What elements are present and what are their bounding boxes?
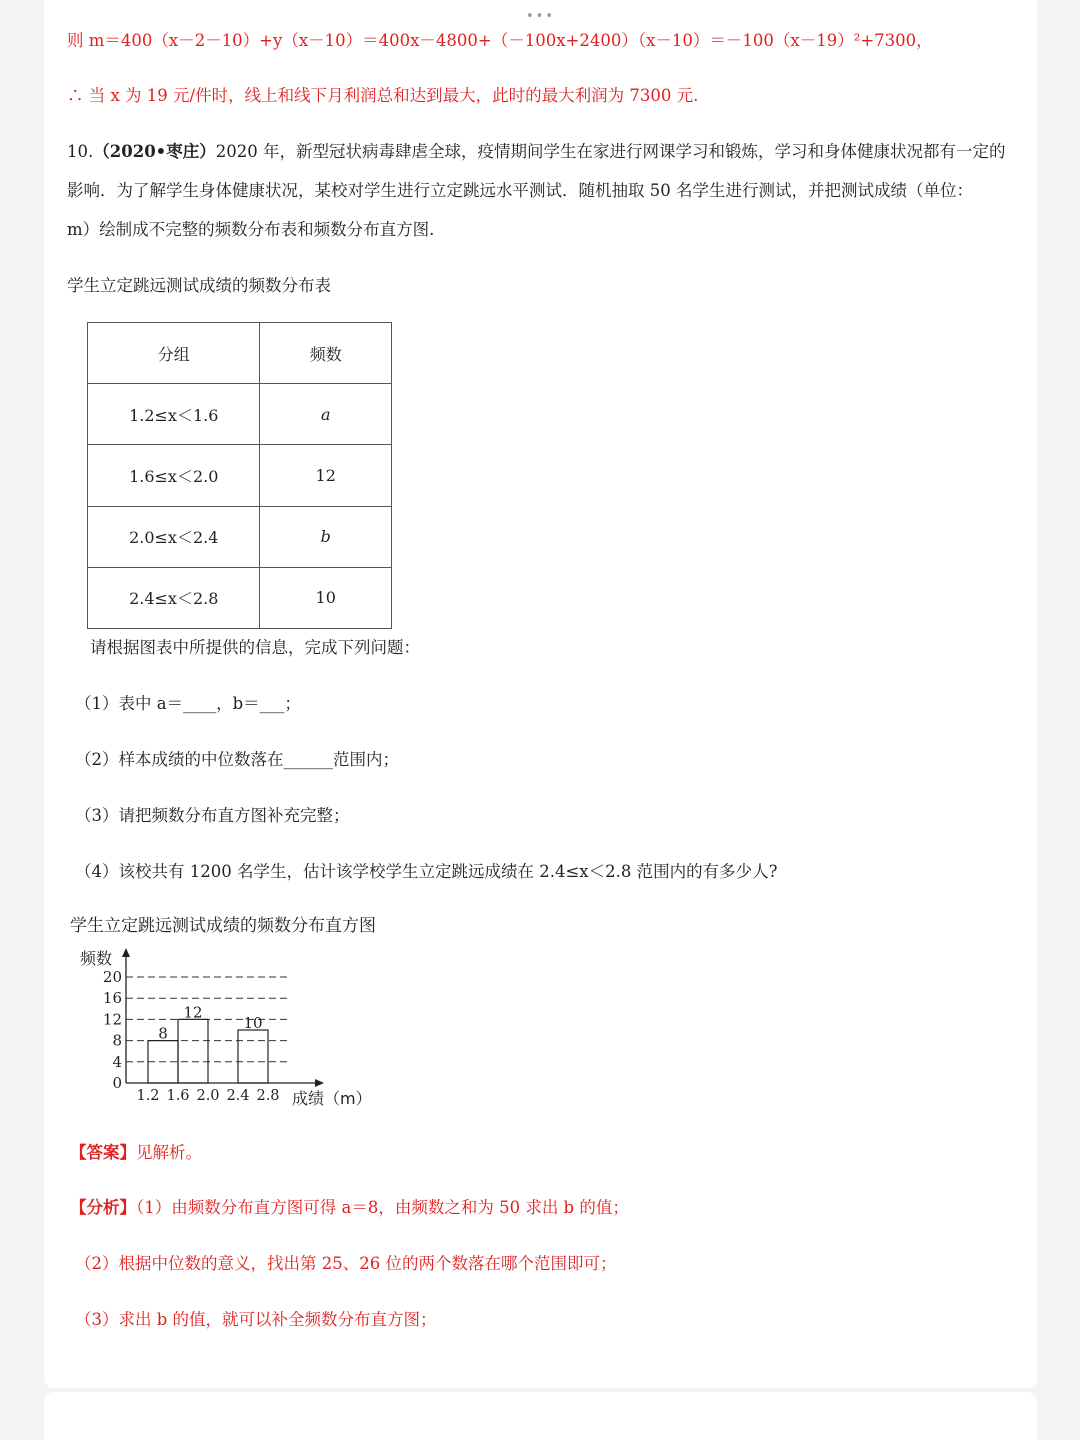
analysis-line-1 — [70, 1200, 629, 1217]
questions-intro: 请根据图表中所提供的信息，完成下列问题： — [90, 638, 420, 657]
group-cell: 1.2≤x＜1.6 — [88, 384, 260, 445]
histogram-title: 学生立定跳远测试成绩的频数分布直方图 — [70, 916, 376, 936]
problem-source: （2020•枣庄） — [93, 142, 216, 161]
x-tick-label: 1.6 — [166, 1088, 190, 1104]
problem-number: 10. — [67, 142, 94, 161]
histogram-bar — [238, 1030, 268, 1083]
freq-cell: 10 — [260, 567, 392, 628]
question-4: （4）该校共有 1200 名学生，估计该学校学生立定跳远成绩在 2.4≤x＜2.8 范围内的有多少人? — [75, 862, 778, 881]
analysis-label: 【分析】 — [70, 1198, 136, 1217]
freq-cell: a — [260, 384, 392, 445]
solution-line-1: 则 m＝400（x－2－10）+y（x－10）＝400x－4800+（－100x+2400）（x－10）＝－100（x－19）²+7300， — [67, 31, 933, 50]
x-tick-label: 2.4 — [226, 1088, 250, 1104]
bar-value-label: 8 — [158, 1024, 168, 1043]
question-2: （2）样本成绩的中位数落在______范围内； — [75, 750, 399, 769]
group-cell: 2.4≤x＜2.8 — [88, 567, 260, 628]
frequency-histogram — [70, 940, 390, 1115]
table-title: 学生立定跳远测试成绩的频数分布表 — [67, 276, 331, 295]
x-tick-label: 2.8 — [256, 1088, 280, 1104]
y-tick-label: 20 — [102, 968, 122, 986]
histogram-axes — [122, 948, 324, 1087]
solution-line-2: ∴ 当 x 为 19 元/件时，线上和线下月利润总和达到最大，此时的最大利润为 7300 元. — [67, 86, 699, 105]
y-tick-label: 0 — [112, 1074, 122, 1092]
header-group: 分组 — [88, 323, 260, 384]
x-tick-label: 2.0 — [196, 1088, 220, 1104]
y-axis-label: 频数 — [80, 949, 113, 968]
group-cell: 2.0≤x＜2.4 — [88, 506, 260, 567]
y-axis-arrow-icon — [122, 948, 130, 957]
freq-cell: b — [260, 506, 392, 567]
analysis-text-1: （1）由频数分布直方图可得 a＝8，由频数之和为 50 求出 b 的值； — [136, 1198, 629, 1217]
table-row — [88, 445, 392, 506]
question-1: （1）表中 a＝____，b＝___； — [75, 694, 301, 713]
y-tick-label: 12 — [102, 1010, 122, 1029]
problem-text-line-3: m）绘制成不完整的频数分布表和频数分布直方图. — [67, 220, 435, 239]
problem-text-line-2: 影响．为了解学生身体健康状况，某校对学生进行立定跳远水平测试．随机抽取 50 名学生进行测试，并把测试成绩（单位： — [67, 181, 973, 200]
analysis-line-3: （3）求出 b 的值，就可以补全频数分布直方图； — [75, 1310, 437, 1329]
header-frequency: 频数 — [260, 323, 392, 384]
table-row — [88, 567, 392, 628]
bar-value-label: 10 — [243, 1014, 263, 1032]
freq-cell: 12 — [260, 445, 392, 506]
frequency-table — [87, 322, 392, 629]
question-3: （3）请把频数分布直方图补充完整； — [75, 806, 350, 825]
x-tick-label: 1.2 — [136, 1088, 160, 1104]
next-document-card — [44, 1392, 1037, 1440]
answer-line — [70, 1145, 202, 1162]
table-header-row — [88, 323, 392, 384]
histogram-bar — [178, 1019, 208, 1083]
y-tick-label: 16 — [102, 989, 122, 1008]
answer-label: 【答案】 — [70, 1143, 136, 1162]
table-row — [88, 506, 392, 567]
analysis-line-2: （2）根据中位数的意义，找出第 25、26 位的两个数落在哪个范围即可； — [75, 1254, 617, 1273]
bar-value-label: 12 — [183, 1003, 203, 1022]
problem-intro: 2020 年，新型冠状病毒肆虐全球，疫情期间学生在家进行网课学习和锻炼，学习和身体健康状况都有一定的 — [215, 142, 1006, 161]
answer-text: 见解析。 — [136, 1143, 202, 1162]
x-axis-label: 成绩（m） — [292, 1089, 372, 1108]
table-row — [88, 384, 392, 445]
y-tick-label: 4 — [112, 1052, 122, 1071]
group-cell: 1.6≤x＜2.0 — [88, 445, 260, 506]
y-tick-label: 8 — [112, 1031, 122, 1050]
x-axis-arrow-icon — [315, 1079, 324, 1087]
problem-text-line-1 — [67, 144, 1005, 161]
more-options-icon[interactable]: ••• — [526, 9, 556, 24]
